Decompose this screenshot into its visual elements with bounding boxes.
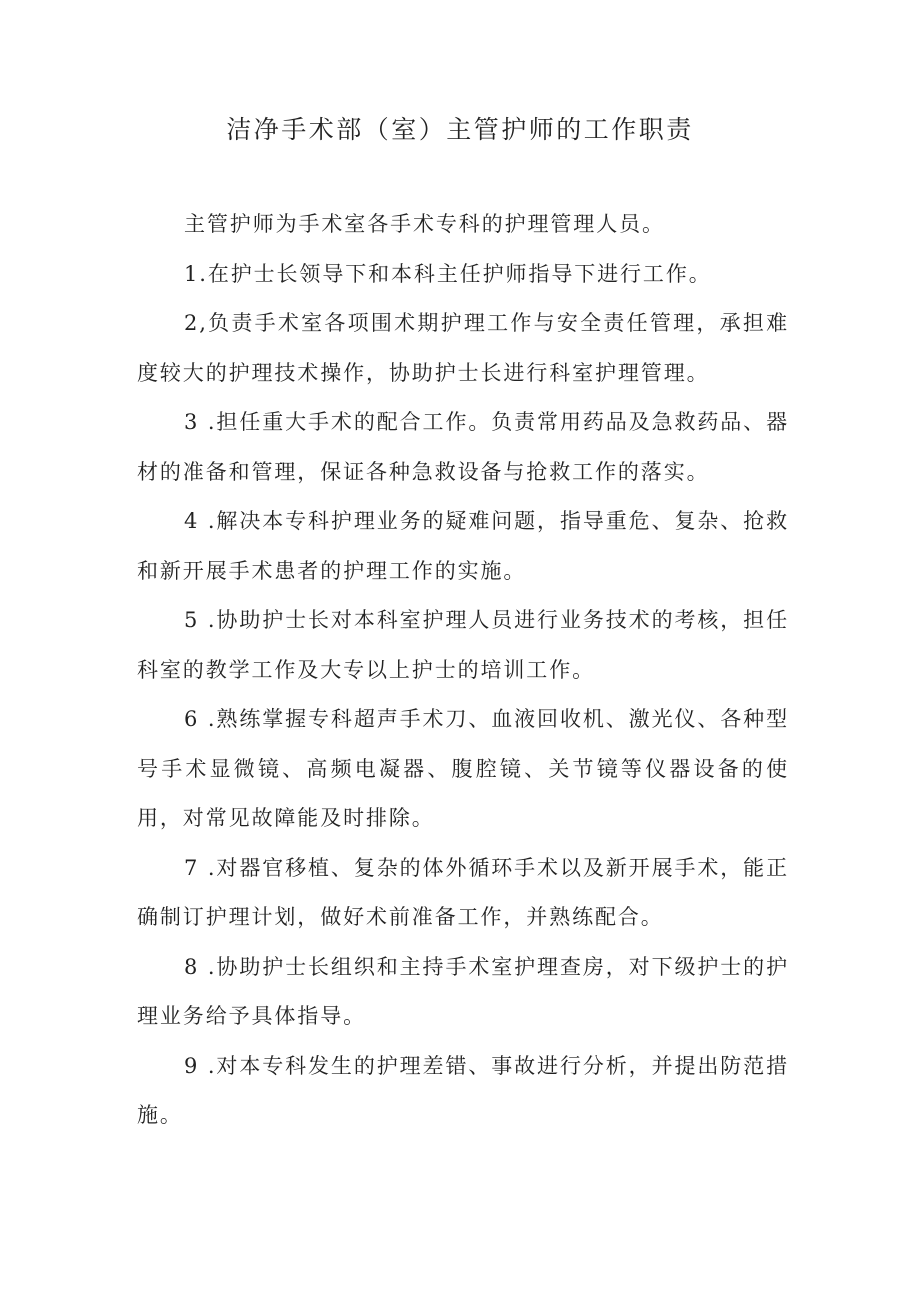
document-body <box>137 200 789 1141</box>
duty-item-6: 6 .熟练掌握专科超声手术刀、血液回收机、激光仪、各种型号手术显微镜、高频电凝器、腹腔镜、关节镜等仪器设备的使用，对常见故障能及时排除。 <box>137 707 789 830</box>
duty-item-7: 7 .对器官移植、复杂的体外循环手术以及新开展手术，能正确制订护理计划，做好术前准备工作，并熟练配合。 <box>137 855 789 929</box>
duty-item-5: 5 .协助护士长对本科室护理人员进行业务技术的考核，担任科室的教学工作及大专以上护士的培训工作。 <box>137 608 789 682</box>
duty-item-1: 1.在护士长领导下和本科主任护师指导下进行工作。 <box>184 261 712 286</box>
intro-paragraph: 主管护师为手术室各手术专科的护理管理人员。 <box>184 212 665 236</box>
duty-item-3: 3 .担任重大手术的配合工作。负责常用药品及急救药品、器材的准备和管理，保证各种急救设备与抢救工作的落实。 <box>137 410 789 484</box>
duty-item-9: 9 .对本专科发生的护理差错、事故进行分析，并提出防范措施。 <box>137 1053 789 1127</box>
document-title: 洁净手术部（室）主管护师的工作职责 <box>226 115 694 144</box>
duty-item-2: 2,负责手术室各项围术期护理工作与安全责任管理，承担难度较大的护理技术操作，协助护士长进行科室护理管理。 <box>137 311 789 385</box>
duty-item-4: 4 .解决本专科护理业务的疑难问题，指导重危、复杂、抢救和新开展手术患者的护理工作的实施。 <box>137 509 789 583</box>
duty-item-8: 8 .协助护士长组织和主持手术室护理查房，对下级护士的护理业务给予具体指导。 <box>137 954 789 1028</box>
